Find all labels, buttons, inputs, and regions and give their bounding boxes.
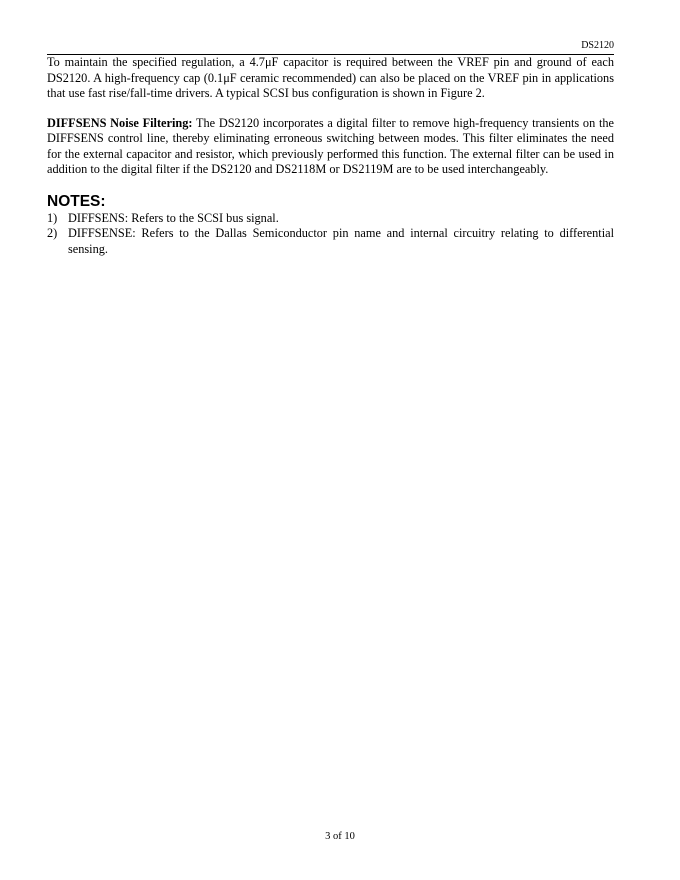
- page-number: 3 of 10: [325, 831, 355, 842]
- note-text: DIFFSENS: Refers to the SCSI bus signal.: [68, 210, 279, 225]
- paragraph-vref-capacitor: To maintain the specified regulation, a 4.7μF capacitor is required between the VREF pin and ground of each DS2120. A high-frequency cap (0.1μF ceramic recommended) can also be placed on the VREF pin in applications that use fast rise/fall-time drivers. A typical SCSI bus configuration is shown in Figure 2.: [47, 55, 614, 100]
- paragraph-heading: DIFFSENS Noise Filtering:: [47, 115, 193, 130]
- note-text: DIFFSENSE: Refers to the Dallas Semiconductor pin name and internal circuitry relating to differential sensing.: [68, 226, 614, 256]
- page-body: [47, 55, 614, 257]
- paragraph-diffsens-filtering: [47, 116, 614, 178]
- note-item: [47, 226, 614, 257]
- page-header-doc-id: DS2120: [581, 40, 614, 51]
- note-number: 2): [47, 226, 58, 240]
- note-item: [47, 211, 614, 227]
- note-number: 1): [47, 210, 58, 225]
- notes-title: NOTES:: [47, 192, 106, 210]
- paragraph-text: The DS2120 incorporates a digital filter to remove high-frequency transients on the DIFFSENS control line, thereby eliminating erroneous switching between modes. This filter eliminates the need for the external capacitor and resistor, which previously performed this function. The external filter can be used in addition to the digital filter if the DS2120 and DS2118M or DS2119M are to be used interchangeably.: [47, 115, 614, 176]
